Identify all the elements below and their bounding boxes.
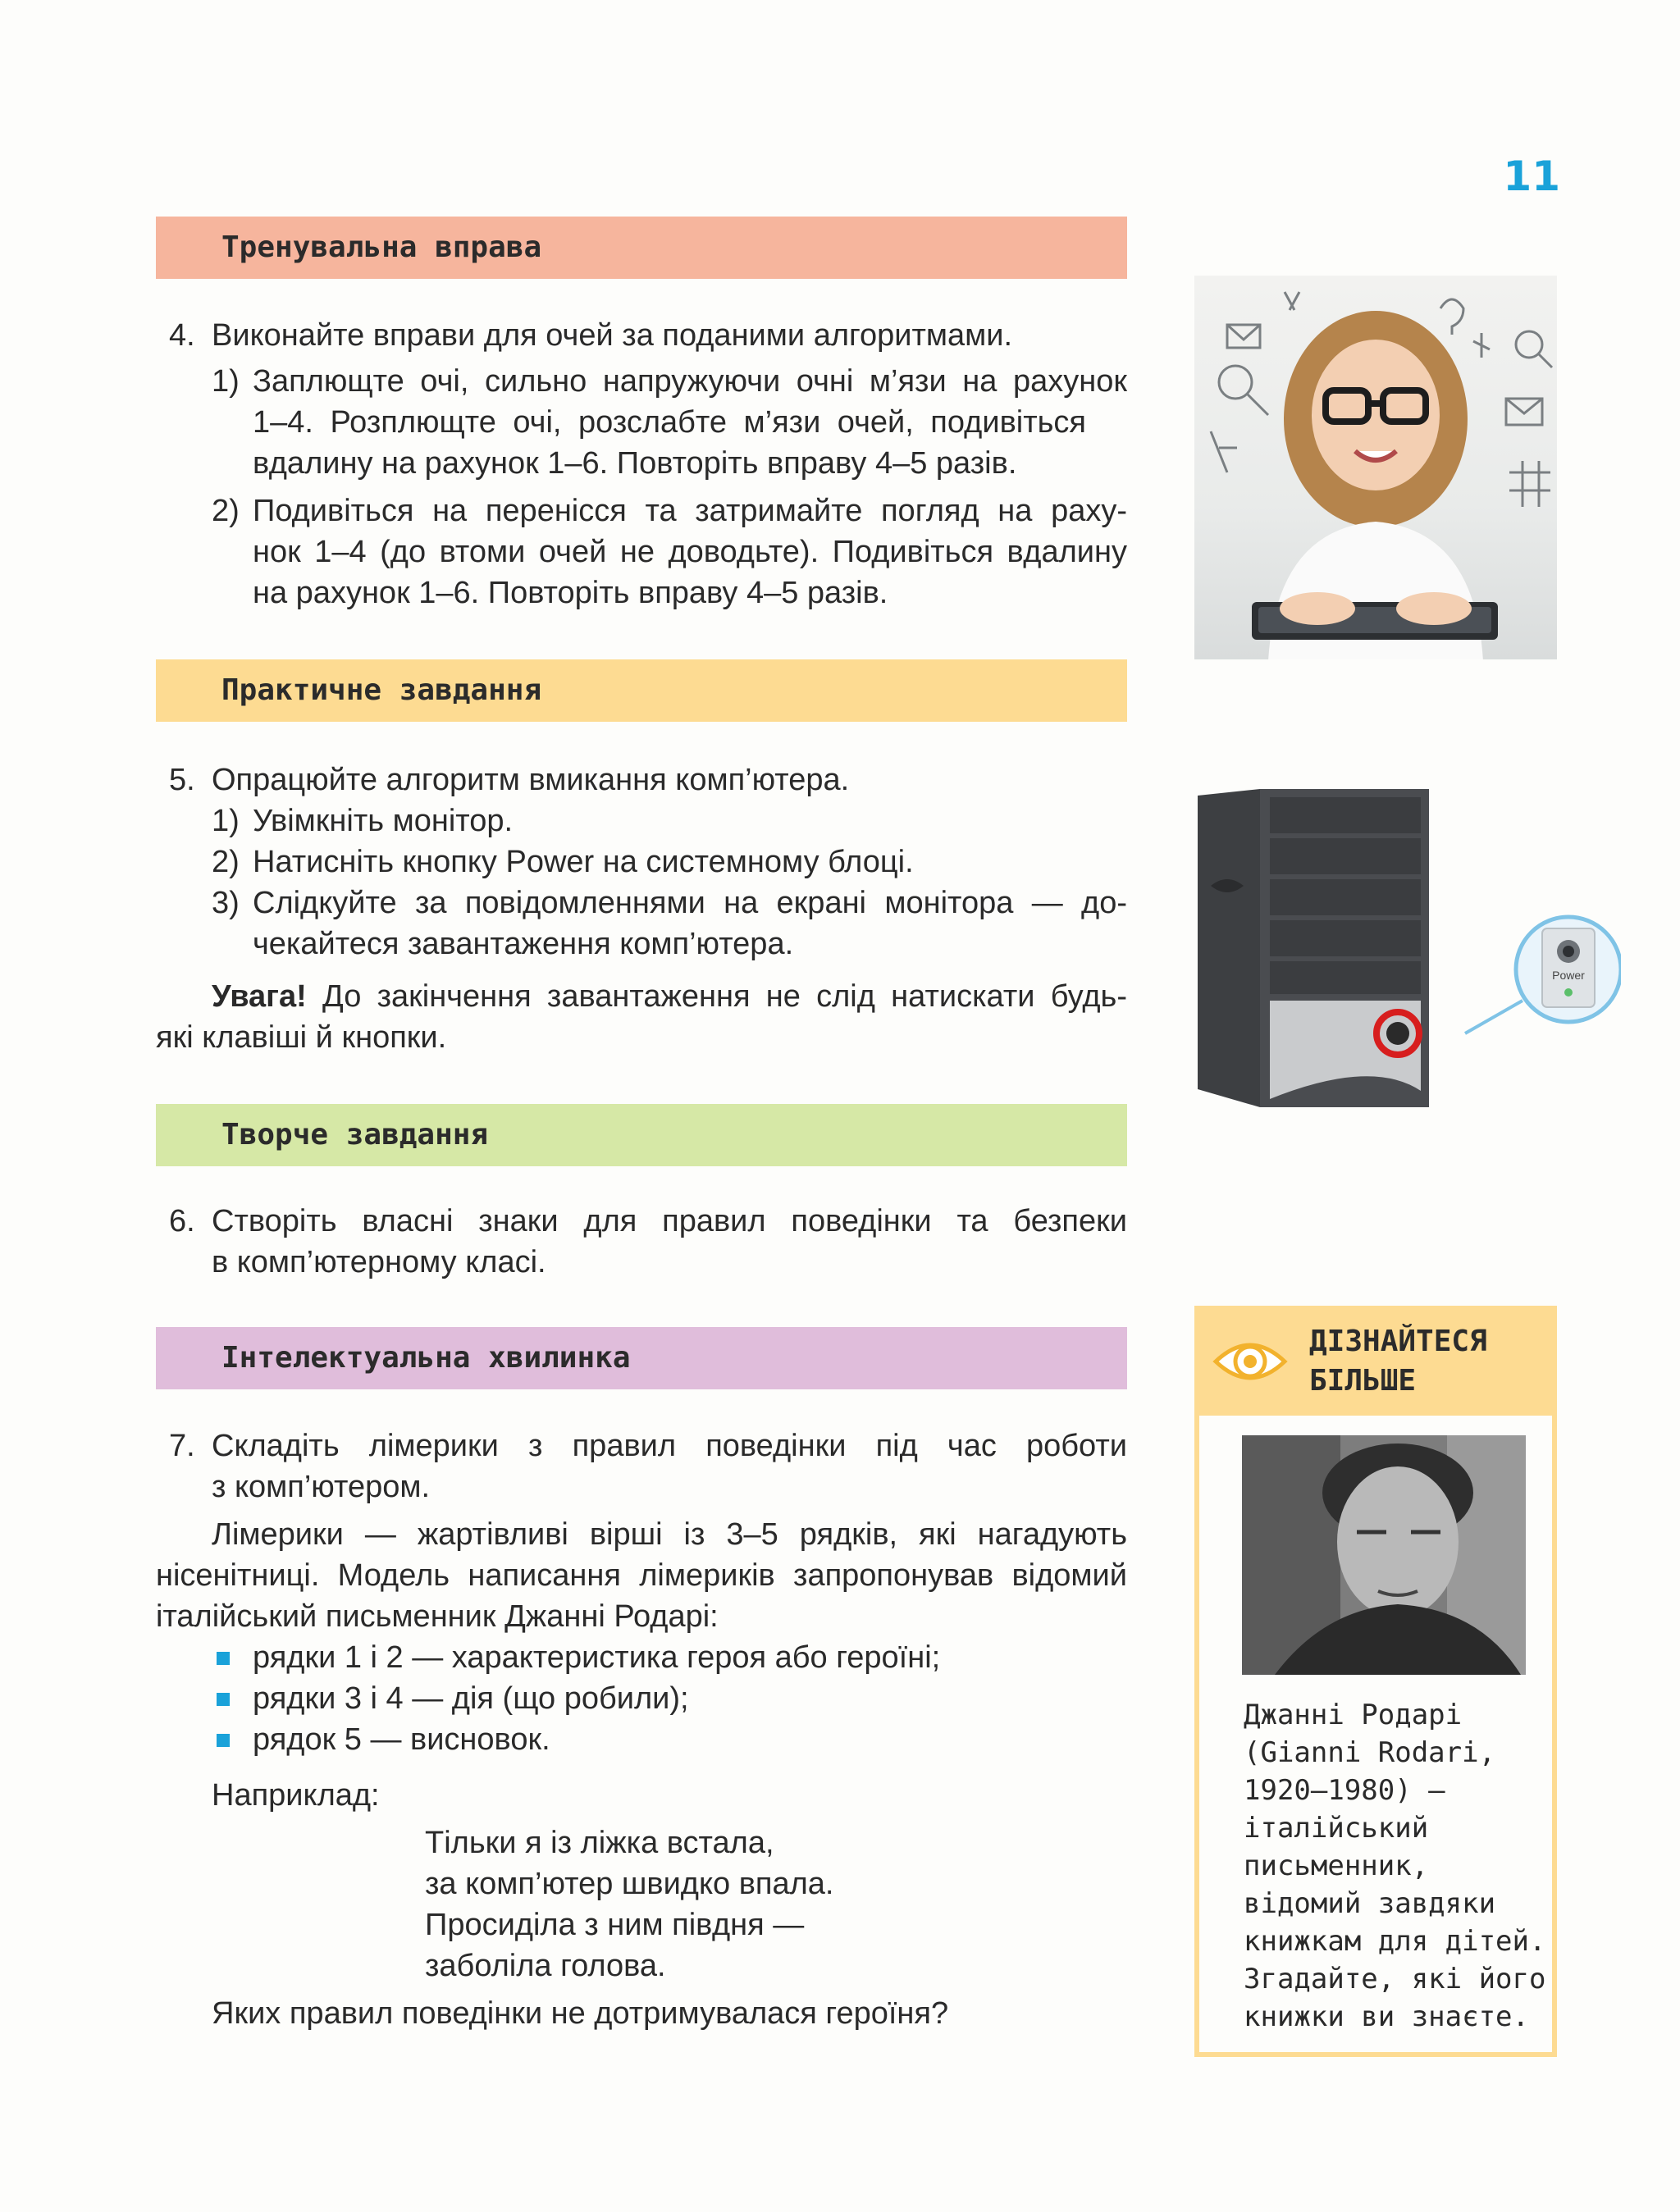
girl-at-keyboard-image (1194, 276, 1557, 659)
task5-step2-number: 2) (212, 845, 240, 879)
task5-warning (212, 976, 1127, 1017)
task4-number: 4. (169, 318, 195, 353)
task6-line1: Створіть власні знаки для правил поведінки та безпеки (212, 1204, 1127, 1238)
task7-number: 7. (169, 1429, 195, 1463)
task7-paragraph-line1: Лімерики — жартівливі вірші із 3–5 рядків, які нагадують (212, 1517, 1127, 1552)
gianni-rodari-portrait-image (1242, 1435, 1526, 1675)
warning-label: Увага! (212, 979, 307, 1014)
learn-more-text (1244, 1696, 1547, 2036)
task5-number: 5. (169, 763, 195, 797)
poem-line: Просиділа з ним півдня — (425, 1908, 805, 1942)
poem-line: Тільки я із ліжка встала, (425, 1826, 774, 1860)
learn-more-line: італійський (1244, 1812, 1429, 1845)
task7-paragraph-line2: нісенітниці. Модель написання лімериків запропонував відомий (156, 1558, 1127, 1593)
task7-paragraph-line3: італійський письменник Джанні Родарі: (156, 1599, 719, 1634)
bullet-item: рядок 5 — висновок. (253, 1722, 550, 1757)
learn-more-title (1309, 1322, 1487, 1401)
bullet-icon (217, 1693, 230, 1706)
task5-step3-number: 3) (212, 886, 240, 920)
computer-system-unit-image (1194, 787, 1621, 1124)
page-number: 11 (1503, 153, 1560, 200)
task6-number: 6. (169, 1204, 195, 1238)
section-header-creative: Творче завдання (156, 1104, 1127, 1166)
example-label: Наприклад: (212, 1778, 380, 1813)
task4-text: Виконайте вправи для очей за поданими алгоритмами. (212, 318, 1013, 353)
warning-text: До закінчення завантаження не слід натискати будь- (306, 979, 1127, 1014)
task6-line2: в комп’ютерному класі. (212, 1245, 546, 1279)
learn-more-line: письменник, (1244, 1849, 1429, 1882)
task4-step2-line1: Подивіться на перенісся та затримайте погляд на раху- (253, 494, 1127, 528)
learn-more-box (1194, 1306, 1557, 2057)
learn-more-line: (Gianni Rodari, (1244, 1736, 1496, 1769)
task5-warning-continued: які клавіші й кнопки. (156, 1020, 447, 1055)
learn-more-title-line2: БІЛЬШЕ (1309, 1364, 1417, 1398)
task5-step1-text: Увімкніть монітор. (253, 804, 514, 838)
task5-step3-continued: чекайтеся завантаження комп’ютера. (253, 927, 794, 961)
learn-more-line: відомий завдяки (1244, 1887, 1496, 1920)
task4-step1-rest: 1–4. Розплющте очі, розслабте м’язи очей, подивіться вдалину на рахунок 1–6. Повторіть вправу 4–5 разів. (253, 405, 1086, 481)
bullet-item: рядки 3 і 4 — дія (що робили); (253, 1681, 689, 1716)
task7-line1: Складіть лімерики з правил поведінки під час роботи (212, 1429, 1127, 1463)
task5-text: Опрацюйте алгоритм вмикання комп’ютера. (212, 763, 850, 797)
poem-line: заболіла голова. (425, 1949, 666, 1983)
task4-step2-number: 2) (212, 494, 240, 528)
learn-more-line: книжкам для дітей. (1244, 1925, 1546, 1958)
task5-step2-text: Натисніть кнопку Power на системному блоці. (253, 845, 914, 879)
learn-more-title-line1: ДІЗНАЙТЕСЯ (1309, 1325, 1487, 1358)
eye-icon (1211, 1329, 1290, 1398)
learn-more-line: Згадайте, які його (1244, 1963, 1546, 1995)
learn-more-line: 1920–1980) — (1244, 1774, 1445, 1807)
task5-step1-number: 1) (212, 804, 240, 838)
bullet-icon (217, 1652, 230, 1665)
power-label: Power (1552, 969, 1585, 982)
bullet-icon (217, 1734, 230, 1747)
learn-more-header (1199, 1311, 1552, 1416)
learn-more-line: Джанні Родарі (1244, 1699, 1463, 1731)
task4-step1-line1: Заплющте очі, сильно напружуючи очні м’язи на рахунок (253, 364, 1127, 399)
learn-more-line: книжки ви знаєте. (1244, 2000, 1529, 2033)
task7-line2: з комп’ютером. (212, 1470, 431, 1504)
section-header-intellect: Інтелектуальна хвилинка (156, 1327, 1127, 1389)
section-header-practice: Практичне завдання (156, 659, 1127, 722)
section-header-training: Тренувальна вправа (156, 217, 1127, 279)
task5-step3-text: Слідкуйте за повідомленнями на екрані монітора — до- (253, 886, 1127, 920)
task4-step1-number: 1) (212, 364, 240, 399)
bullet-item: рядки 1 і 2 — характеристика героя або героїні; (253, 1640, 941, 1675)
task4-step2-rest: нок 1–4 (до втоми очей не доводьте). Подивіться вдалину на рахунок 1–6. Повторіть вправу 4–5 разів. (253, 535, 1127, 610)
task7-question: Яких правил поведінки не дотримувалася героїня? (212, 1996, 949, 2031)
poem-line: за комп’ютер швидко впала. (425, 1867, 834, 1901)
